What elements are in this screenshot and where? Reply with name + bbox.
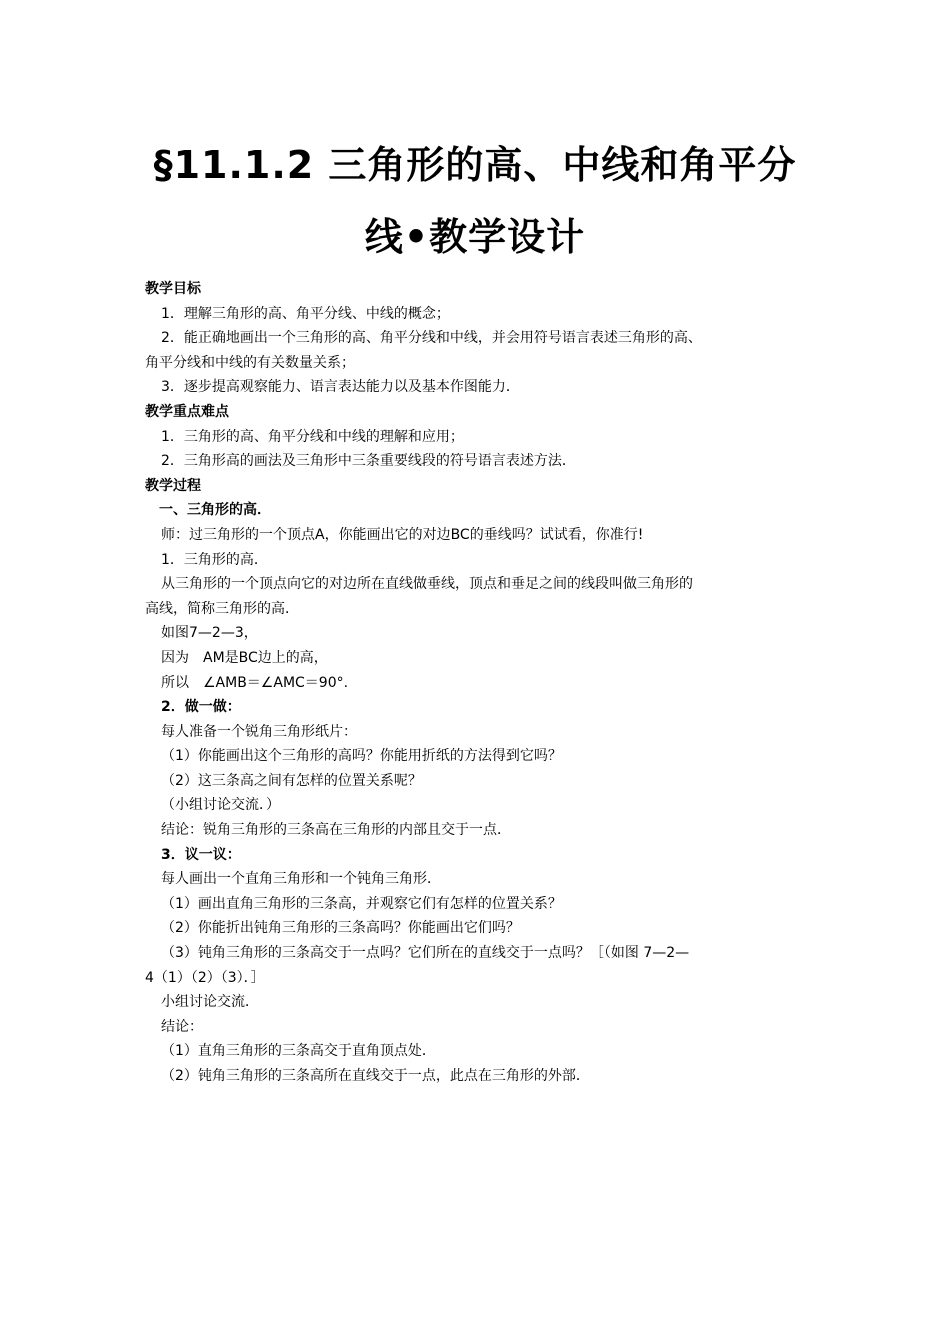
discuss-intro: 每人画出一个直角三角形和一个钝角三角形． <box>161 871 441 888</box>
conclusion-item: （2）钝角三角形的三条高所在直线交于一点，此点在三角形的外部． <box>161 1068 590 1084</box>
figure-reference: 如图7—2—3， <box>161 625 258 642</box>
section-heading-process: 教学过程 <box>145 477 201 494</box>
proof-because: 因为 AM是BC边上的高， <box>161 649 328 666</box>
group-discussion: 小组讨论交流． <box>161 994 259 1011</box>
goal-item: 1．理解三角形的高、角平分线、中线的概念； <box>161 305 450 322</box>
definition-line-continuation: 高线，简称三角形的高． <box>145 600 299 617</box>
conclusion-label: 结论： <box>161 1018 203 1035</box>
do-question: （2）这三条高之间有怎样的位置关系呢？ <box>161 772 422 789</box>
goal-item-continuation: 角平分线和中线的有关数量关系； <box>145 354 355 371</box>
do-discussion: （小组讨论交流．） <box>161 797 280 814</box>
key-point-item: 1．三角形的高、角平分线和中线的理解和应用； <box>161 428 464 445</box>
conclusion-item: （1）直角三角形的三条高交于直角顶点处． <box>161 1043 436 1060</box>
section-heading-key-points: 教学重点难点 <box>145 403 229 420</box>
do-conclusion: 结论：锐角三角形的三条高在三角形的内部且交于一点． <box>161 822 511 839</box>
discuss-question: （3）钝角三角形的三条高交于一点吗？它们所在的直线交于一点吗？［（如图 7—2— <box>161 945 690 962</box>
document-title-line-2: 线•教学设计 <box>364 215 586 259</box>
definition-line: 从三角形的一个顶点向它的对边所在直线做垂线，顶点和垂足之间的线段叫做三角形的 <box>161 576 693 593</box>
discuss-question-continuation: 4（1）（2）（3）．］ <box>145 969 265 986</box>
subsection-do-it: 2．做一做： <box>161 699 241 716</box>
key-point-item: 2．三角形高的画法及三角形中三条重要线段的符号语言表述方法． <box>161 453 576 470</box>
do-intro: 每人准备一个锐角三角形纸片： <box>161 723 357 740</box>
discuss-question: （1）画出直角三角形的三条高，并观察它们有怎样的位置关系？ <box>161 895 562 912</box>
document-body <box>145 277 807 1089</box>
section-heading-goals: 教学目标 <box>145 281 201 297</box>
proof-therefore: 所以 ∠AMB＝∠AMC＝90°. <box>161 674 349 691</box>
part-heading-altitude: 一、三角形的高． <box>159 502 271 519</box>
teacher-question: 师：过三角形的一个顶点A，你能画出它的对边BC的垂线吗？试试看，你准行! <box>161 526 644 543</box>
subsection-altitude: 1．三角形的高． <box>161 551 268 568</box>
goal-item: 2．能正确地画出一个三角形的高、角平分线和中线，并会用符号语言表述三角形的高、 <box>161 330 702 347</box>
goal-item: 3．逐步提高观察能力、语言表达能力以及基本作图能力． <box>161 379 520 396</box>
document-title-line-1: §11.1.2 三角形的高、中线和角平分 <box>153 143 797 187</box>
do-question: （1）你能画出这个三角形的高吗？你能用折纸的方法得到它吗？ <box>161 748 562 765</box>
discuss-question: （2）你能折出钝角三角形的三条高吗？你能画出它们吗？ <box>161 920 520 937</box>
subsection-discuss: 3．议一议： <box>161 846 241 863</box>
